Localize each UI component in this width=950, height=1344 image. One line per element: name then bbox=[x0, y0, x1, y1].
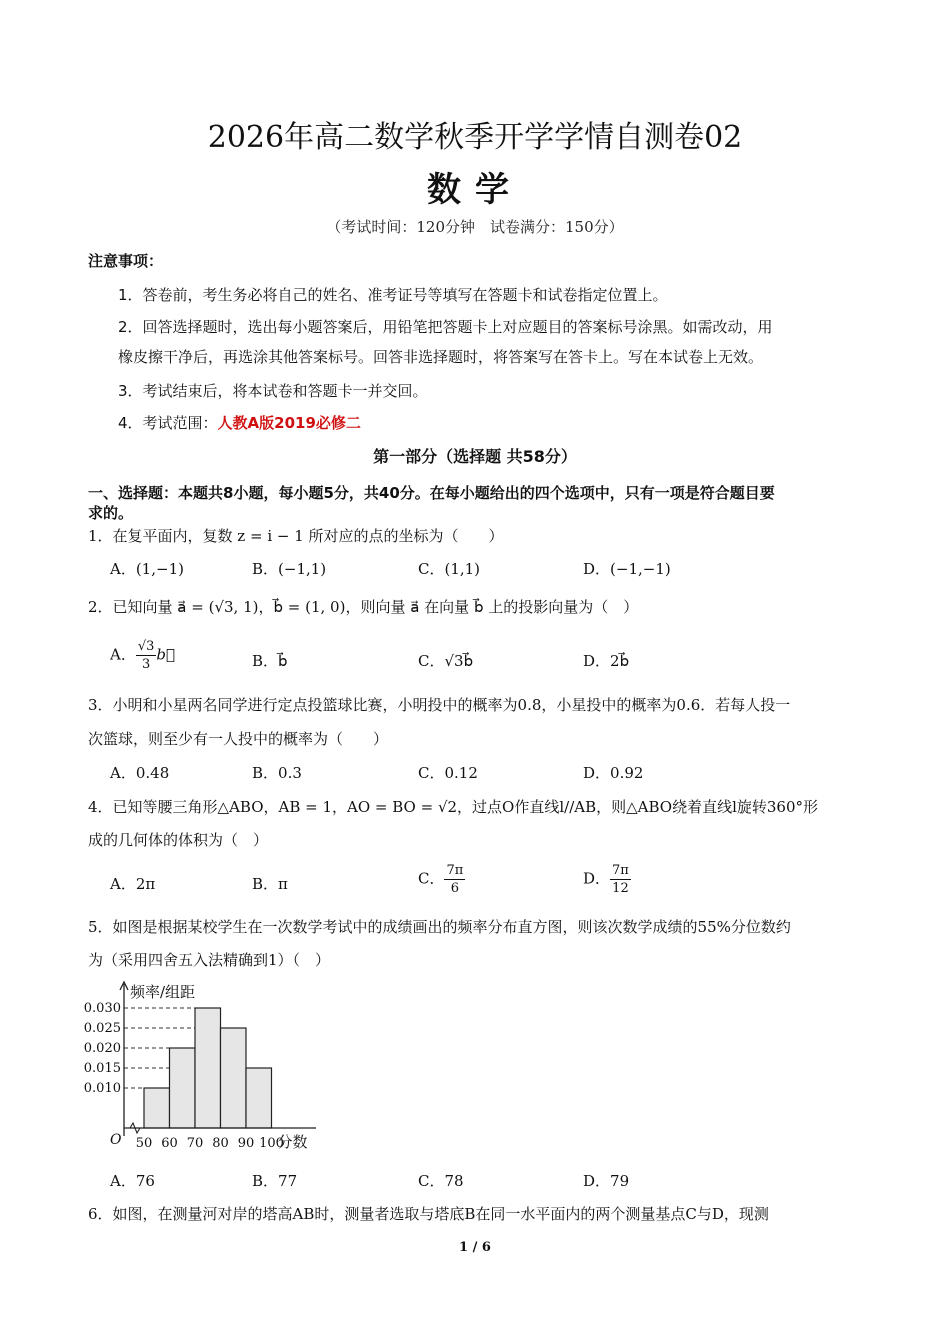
fraction-denominator: 6 bbox=[450, 881, 460, 896]
scope-label: 4．考试范围： bbox=[118, 414, 218, 432]
q4-option-c-label: C． bbox=[418, 869, 445, 888]
time-info: （考试时间：120分钟 试卷满分：150分） bbox=[326, 218, 624, 236]
question-4-line-2: 成的几何体的体积为（ ） bbox=[88, 831, 269, 849]
note-item-4 bbox=[118, 412, 361, 433]
q2-option-c: C．√3b⃗ bbox=[418, 652, 474, 670]
question-4-line-1: 4．已知等腰三角形△ABO，AB = 1，AO = BO = √2，过点O作直线l//AB，则△ABO绕着直线l旋转360°形 bbox=[88, 798, 819, 816]
fraction-denominator: 3 bbox=[141, 657, 151, 672]
page-number: 1 / 6 bbox=[459, 1240, 491, 1255]
question-6-line-1: 6．如图，在测量河对岸的塔高AB时，测量者选取与塔底B在同一水平面内的两个测量基点C与D，现测 bbox=[88, 1205, 769, 1223]
q4-option-d bbox=[583, 862, 631, 897]
q2-option-d: D．2b⃗ bbox=[583, 652, 630, 670]
question-2: 2．已知向量 a⃗ = (√3, 1)，b⃗ = (1, 0)，则向量 a⃗ 在向量 b⃗ 上的投影向量为（ ） bbox=[88, 598, 639, 616]
q5-option-a: A．76 bbox=[110, 1172, 155, 1190]
q1-option-c: C．(1,1) bbox=[418, 560, 481, 578]
note-item-2-cont: 橡皮擦干净后，再选涂其他答案标号。回答非选择题时，将答案写在答卡上。写在本试卷上无效。 bbox=[118, 348, 764, 366]
q3-option-c: C．0.12 bbox=[418, 764, 478, 782]
q4-option-a: A．2π bbox=[110, 875, 156, 893]
note-item-2: 2．回答选择题时，选出每小题答案后，用铅笔把答题卡上对应题目的答案标号涂黑。如需改动，用 bbox=[118, 318, 773, 336]
x-tick-label: 60 bbox=[161, 1136, 178, 1151]
q3-option-a: A．0.48 bbox=[110, 764, 170, 782]
fraction-numerator: 7π bbox=[446, 863, 464, 878]
y-tick-label: 0.020 bbox=[84, 1041, 121, 1056]
y-tick-label: 0.025 bbox=[84, 1021, 121, 1036]
x-axis-title: 分数 bbox=[277, 1133, 308, 1151]
section-instruction-2: 求的。 bbox=[88, 504, 134, 522]
q2-option-a-label: A． bbox=[110, 645, 136, 664]
q4-option-d-label: D． bbox=[583, 869, 611, 888]
fraction-numerator: 7π bbox=[612, 863, 629, 878]
question-5-line-2: 为（采用四舍五入法精确到1）（ ） bbox=[88, 951, 331, 969]
y-tick-label: 0.030 bbox=[84, 1001, 121, 1016]
origin-label: O bbox=[110, 1132, 122, 1148]
q2-option-a-vector: b⃗ bbox=[156, 645, 176, 664]
histogram-bar bbox=[221, 1028, 247, 1128]
histogram-bar bbox=[144, 1088, 170, 1128]
subject-title: 数学 bbox=[427, 170, 523, 210]
q1-option-b: B．(−1,1) bbox=[252, 560, 327, 578]
y-axis-title: 频率/组距 bbox=[130, 983, 196, 1001]
q1-option-a: A．(1,−1) bbox=[110, 560, 184, 578]
histogram-bar bbox=[195, 1008, 221, 1128]
q2-option-a-fraction bbox=[136, 638, 157, 673]
question-1: 1．在复平面内，复数 z = i − 1 所对应的点的坐标为（ ） bbox=[88, 527, 504, 545]
x-tick-label: 70 bbox=[186, 1136, 204, 1151]
note-item-1: 1．答卷前，考生务必将自己的姓名、准考证号等填写在答题卡和试卷指定位置上。 bbox=[118, 286, 668, 304]
question-3-line-2: 次篮球，则至少有一人投中的概率为（ ） bbox=[88, 730, 389, 748]
question-5-line-1: 5．如图是根据某校学生在一次数学考试中的成绩画出的频率分布直方图，则该次数学成绩的55%分位数约 bbox=[88, 918, 791, 936]
exam-title: 2026年高二数学秋季开学学情自测卷02 bbox=[207, 120, 743, 155]
scope-value: 人教A版2019必修二 bbox=[217, 414, 361, 432]
y-tick-label: 0.010 bbox=[84, 1081, 121, 1096]
notes-heading: 注意事项： bbox=[88, 252, 164, 270]
q5-option-c: C．78 bbox=[418, 1172, 464, 1190]
x-tick-label: 90 bbox=[237, 1136, 255, 1151]
x-tick-label: 100 bbox=[259, 1136, 284, 1151]
fraction-denominator: 12 bbox=[612, 881, 629, 896]
q3-option-d: D．0.92 bbox=[583, 764, 644, 782]
question-3-line-1: 3．小明和小星两名同学进行定点投篮球比赛，小明投中的概率为0.8，小星投中的概率为0.6．若每人投一 bbox=[88, 696, 791, 714]
frequency-histogram bbox=[84, 978, 334, 1158]
q2-option-a bbox=[110, 638, 175, 673]
fraction-numerator: √3 bbox=[137, 639, 155, 654]
q2-option-b: B．b⃗ bbox=[252, 652, 288, 670]
q4-option-c bbox=[418, 862, 465, 897]
histogram-bar bbox=[170, 1048, 196, 1128]
x-tick-label: 50 bbox=[135, 1136, 153, 1151]
q4-option-b: B．π bbox=[252, 875, 288, 893]
x-tick-label: 80 bbox=[212, 1136, 229, 1151]
section-title: 第一部分（选择题 共58分） bbox=[373, 447, 577, 466]
q3-option-b: B．0.3 bbox=[252, 764, 302, 782]
histogram-bars bbox=[144, 1008, 272, 1128]
q5-option-b: B．77 bbox=[252, 1172, 298, 1190]
histogram-bar bbox=[246, 1068, 272, 1128]
q4-option-d-fraction bbox=[610, 862, 631, 897]
y-tick-label: 0.015 bbox=[84, 1061, 121, 1076]
q1-option-d: D．(−1,−1) bbox=[583, 560, 671, 578]
q5-option-d: D．79 bbox=[583, 1172, 630, 1190]
note-item-3: 3．考试结束后，将本试卷和答题卡一并交回。 bbox=[118, 382, 428, 400]
q4-option-c-fraction bbox=[444, 862, 465, 897]
section-instruction-1: 一、选择题：本题共8小题，每小题5分，共40分。在每小题给出的四个选项中，只有一项是符合题目要 bbox=[88, 484, 775, 502]
